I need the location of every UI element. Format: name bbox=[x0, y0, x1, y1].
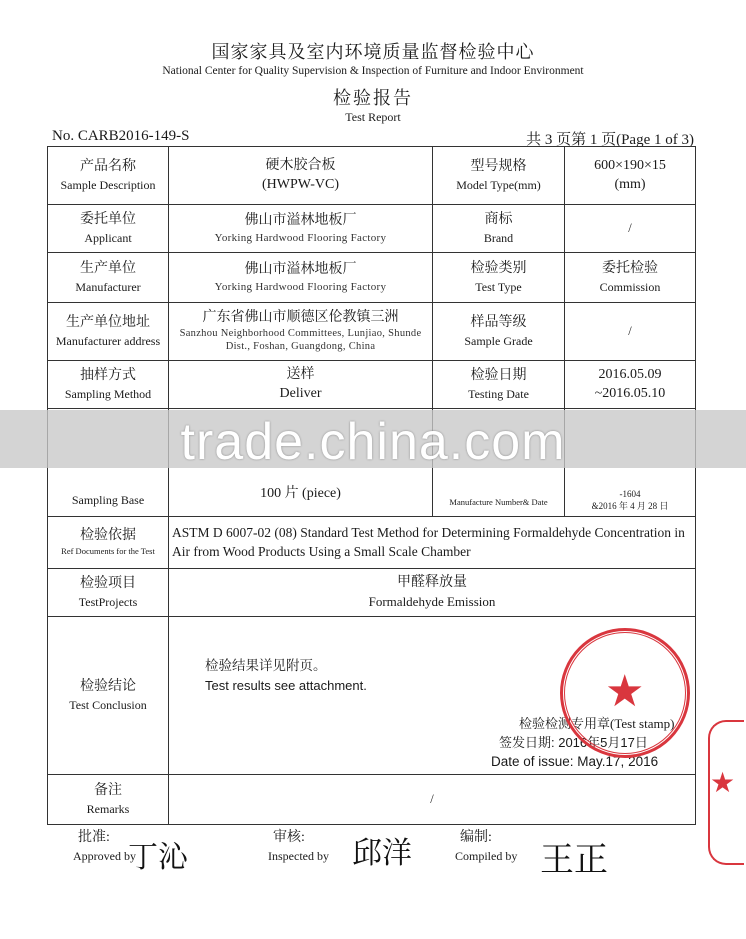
row-projects bbox=[48, 569, 696, 617]
inspected-label-en: Inspected by bbox=[268, 849, 329, 863]
test-type-value: 委托检验 Commission bbox=[565, 253, 696, 303]
applicant-value: 佛山市溢林地板厂 Yorking Hardwood Flooring Factory bbox=[169, 205, 433, 253]
row-sample bbox=[48, 147, 696, 205]
manufacturer-label: 生产单位 Manufacturer bbox=[48, 253, 169, 303]
compiled-label-cn: 编制: bbox=[460, 830, 492, 845]
stamp-line: 检验检测专用章(Test stamp) bbox=[519, 716, 675, 731]
sampling-base-value: 100 片 (piece) bbox=[169, 409, 433, 517]
grade-value: / bbox=[565, 303, 696, 361]
approved-label-en: Approved by bbox=[73, 849, 136, 863]
report-number: No. CARB2016-149-S bbox=[52, 128, 190, 144]
remarks-value: / bbox=[169, 775, 696, 825]
row-manufacturer bbox=[48, 253, 696, 303]
star-icon: ★ bbox=[605, 667, 645, 716]
address-label: 生产单位地址 Manufacturer address bbox=[48, 303, 169, 361]
sample-label: 产品名称 Sample Description bbox=[48, 147, 169, 205]
star-icon-edge: ★ bbox=[710, 768, 736, 799]
testing-date-value: 2016.05.09 ~2016.05.10 bbox=[565, 361, 696, 409]
brand-label: 商标 Brand bbox=[433, 205, 565, 253]
remarks-label: 备注 Remarks bbox=[48, 775, 169, 825]
projects-value: 甲醛释放量 Formaldehyde Emission bbox=[169, 569, 696, 617]
ref-docs-label: 检验依据 Ref Documents for the Test bbox=[48, 517, 169, 569]
testing-date-label: 检验日期 Testing Date bbox=[433, 361, 565, 409]
row-sampling bbox=[48, 361, 696, 409]
approved-label-cn: 批准: bbox=[78, 830, 110, 845]
row-address bbox=[48, 303, 696, 361]
compiled-label-en: Compiled by bbox=[455, 849, 518, 863]
page-indicator: 共 3 页第 1 页(Page 1 of 3) bbox=[526, 132, 694, 148]
sampling-label: 抽样方式 Sampling Method bbox=[48, 361, 169, 409]
conclusion-value-cn: 检验结果详见附页。 bbox=[205, 658, 327, 673]
inspected-label-cn: 审核: bbox=[273, 830, 305, 845]
brand-value: / bbox=[565, 205, 696, 253]
sampling-base-label: Sampling Base bbox=[48, 409, 169, 517]
row-remarks bbox=[48, 775, 696, 825]
issue-date-cn: 签发日期: 2016年5月17日 bbox=[499, 735, 648, 750]
conclusion-label: 检验结论 Test Conclusion bbox=[48, 617, 169, 775]
manufacturer-value: 佛山市溢林地板厂 Yorking Hardwood Flooring Factory bbox=[169, 253, 433, 303]
watermark-text: trade.china.com bbox=[180, 413, 566, 471]
sample-value: 硬木胶合板 (HWPW-VC) bbox=[169, 147, 433, 205]
compiled-signature: 王正 bbox=[540, 840, 608, 880]
sampling-value: 送样 Deliver bbox=[169, 361, 433, 409]
issue-date-en: Date of issue: May.17, 2016 bbox=[491, 754, 659, 769]
report-title-cn: 检验报告 bbox=[333, 88, 413, 108]
center-title-cn: 国家家具及室内环境质量监督检验中心 bbox=[211, 42, 535, 62]
model-label: 型号规格 Model Type(mm) bbox=[433, 147, 565, 205]
address-value: 广东省佛山市顺德区伦教镇三洲 Sanzhou Neighborhood Committees, Lunjiao, Shunde Dist., Foshan, Guangdong, China bbox=[169, 303, 433, 361]
row-applicant bbox=[48, 205, 696, 253]
mfg-number-label: Manufacture Number& Date bbox=[433, 409, 565, 517]
inspected-signature: 邱洋 bbox=[352, 836, 412, 871]
report-title-en: Test Report bbox=[345, 110, 401, 124]
center-title-en: National Center for Quality Supervision & Inspection of Furniture and Indoor Environment bbox=[162, 65, 584, 77]
conclusion-value-en: Test results see attachment. bbox=[205, 678, 367, 693]
row-ref-docs bbox=[48, 517, 696, 569]
grade-label: 样品等级 Sample Grade bbox=[433, 303, 565, 361]
test-type-label: 检验类别 Test Type bbox=[433, 253, 565, 303]
mfg-number-value: -1604 &2016 年 4 月 28 日 bbox=[565, 409, 696, 517]
approved-signature: 丁沁 bbox=[128, 840, 188, 875]
ref-docs-value: ASTM D 6007-02 (08) Standard Test Method for Determining Formaldehyde Concentration in Air from Wood Products Using a Small Scale Chamber bbox=[169, 517, 696, 569]
model-value: 600×190×15 (mm) bbox=[565, 147, 696, 205]
projects-label: 检验项目 TestProjects bbox=[48, 569, 169, 617]
applicant-label: 委托单位 Applicant bbox=[48, 205, 169, 253]
